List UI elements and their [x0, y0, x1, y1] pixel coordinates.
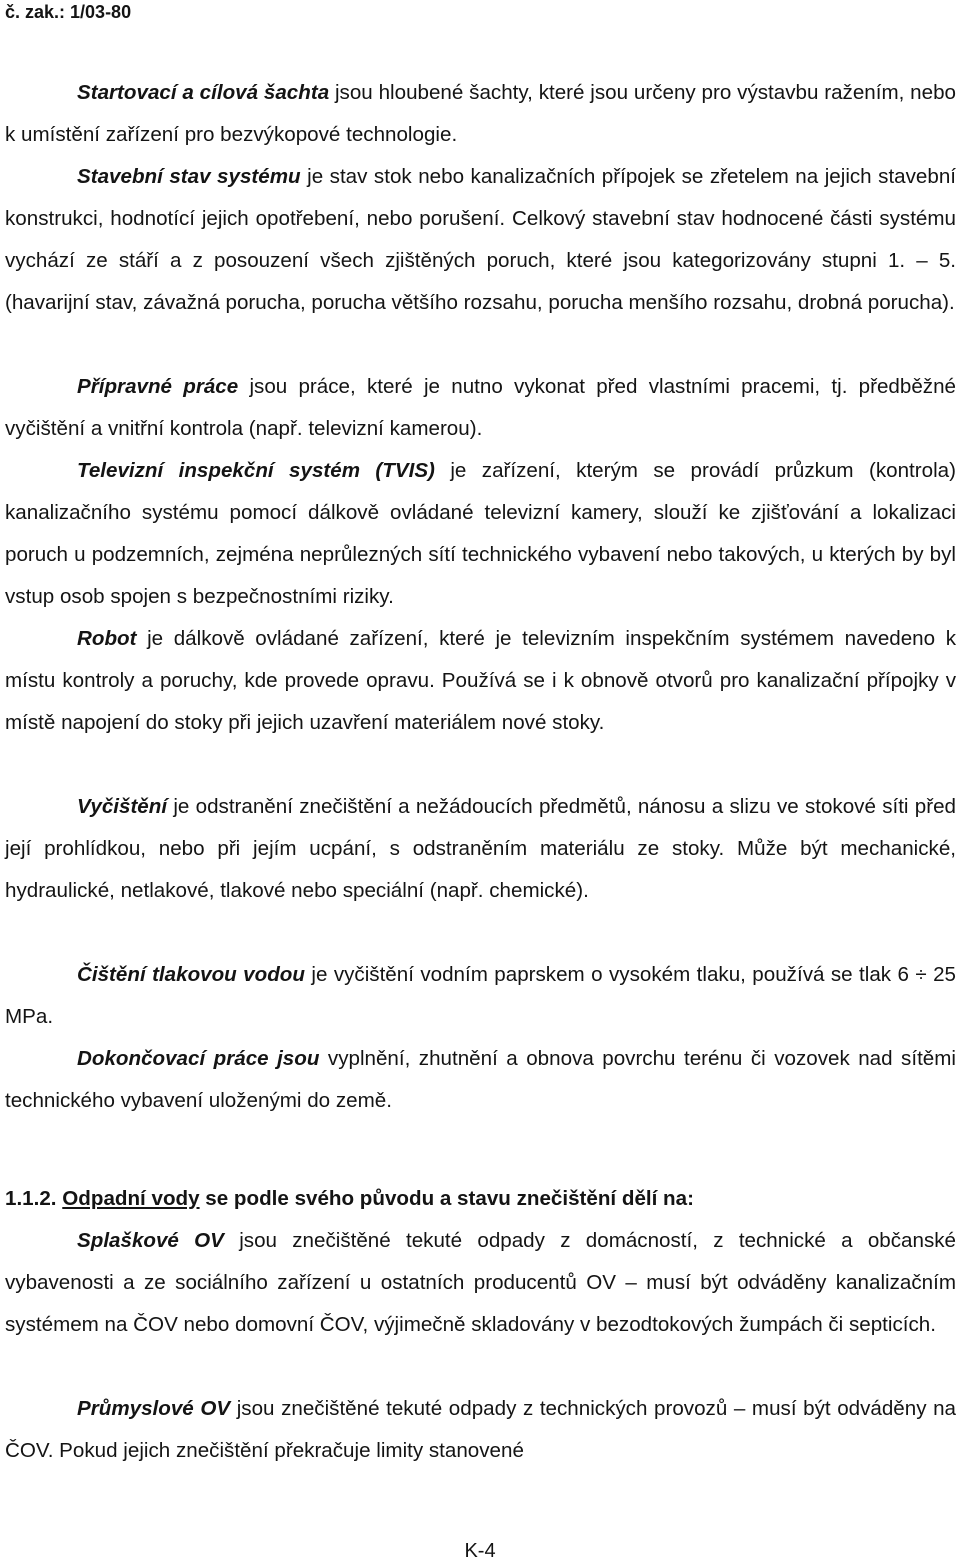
definition-text: je odstranění znečištění a nežádoucích předmětů, nánosu a slizu ve stokové síti před její prohlídkou, nebo při jejím ucpání, s odstraněním materiálu ze stoky. Může být mechanické, hydraulické, netlakové, tlakové nebo speciální (např. chemické).	[5, 795, 956, 902]
definition-paragraph	[5, 954, 956, 1038]
page-number: K-4	[464, 1540, 496, 1562]
definition-paragraph	[5, 1038, 956, 1122]
definition-paragraph	[5, 450, 956, 618]
definition-term: Průmyslové OV	[77, 1397, 231, 1420]
definition-paragraph	[5, 72, 956, 156]
definition-term: Čištění tlakovou vodou	[77, 963, 305, 986]
definition-text: jsou znečištěné tekuté odpady z domácností, z technické a občanské vybavenosti a ze sociálního zařízení u ostatních producentů OV – musí být odváděny kanalizačním systémem na ČOV nebo domovní ČOV, výjimečně skladovány v bezodtokových žumpách či septicích.	[5, 1229, 956, 1336]
definition-term: Startovací a cílová šachta	[77, 81, 330, 104]
definition-text: jsou znečištěné tekuté odpady z technických provozů – musí být odváděny na ČOV. Pokud jejich znečištění překračuje limity stanovené	[5, 1397, 957, 1462]
definition-paragraph	[5, 786, 956, 912]
definition-term: Splaškové OV	[77, 1229, 224, 1252]
definition-term: Televizní inspekční systém (TVIS)	[77, 459, 435, 482]
definition-text: je vyčištění vodním paprskem o vysokém tlaku, používá se tlak 6 ÷ 25 MPa.	[5, 963, 956, 1028]
definition-paragraph	[5, 1220, 956, 1346]
definition-text: jsou práce, které je nutno vykonat před vlastními pracemi, tj. předběžné vyčištění a vnitřní kontrola (např. televizní kamerou).	[5, 375, 956, 440]
definition-paragraph	[5, 1388, 956, 1472]
definition-paragraph	[5, 156, 956, 324]
definition-term: Stavební stav systému	[77, 165, 301, 188]
order-number-header: č. zak.: 1/03-80	[5, 2, 132, 22]
definition-text: jsou hloubené šachty, které jsou určeny pro výstavbu ražením, nebo k umístění zařízení pro bezvýkopové technologie.	[5, 81, 956, 146]
definition-text: je zařízení, kterým se provádí průzkum (kontrola) kanalizačního systému pomocí dálkově ovládané televizní kamery, slouží ke zjišťování a lokalizaci poruch u podzemních, zejména neprůlezných sítí technického vybavení nebo takových, u kterých by byl vstup osob spojen s bezpečnostními riziky.	[5, 459, 956, 608]
section-heading-rest: se podle svého původu a stavu znečištění dělí na:	[199, 1187, 694, 1210]
definition-paragraph	[5, 366, 956, 450]
definition-term: Dokončovací práce jsou	[77, 1047, 320, 1070]
definition-text: vyplnění, zhutnění a obnova povrchu terénu či vozovek nad sítěmi technického vybavení uloženými do země.	[5, 1047, 956, 1112]
definition-term: Vyčištění	[77, 795, 168, 818]
definition-term: Přípravné práce	[77, 375, 239, 398]
definition-text: je stav stok nebo kanalizačních přípojek se zřetelem na jejich stavební konstrukci, hodnotící jejich opotřebení, nebo porušení. Celkový stavební stav hodnocené části systému vychází ze stáří a z posouzení všech zjištěných poruch, které jsou kategorizovány stupni 1. – 5. (havarijní stav, závažná porucha, porucha většího rozsahu, porucha menšího rozsahu, drobná porucha).	[5, 165, 956, 314]
definition-paragraph	[5, 618, 956, 744]
definition-text: je dálkově ovládané zařízení, které je televizním inspekčním systémem navedeno k místu kontroly a poruchy, kde provede opravu. Používá se i k obnově otvorů pro kanalizační přípojky v místě napojení do stoky při jejich uzavření materiálem nové stoky.	[5, 627, 956, 734]
definition-term: Robot	[77, 627, 137, 650]
section-heading-underlined: Odpadní vody	[62, 1187, 200, 1210]
section-number: 1.1.2.	[5, 1187, 57, 1210]
section-heading	[5, 1183, 694, 1215]
